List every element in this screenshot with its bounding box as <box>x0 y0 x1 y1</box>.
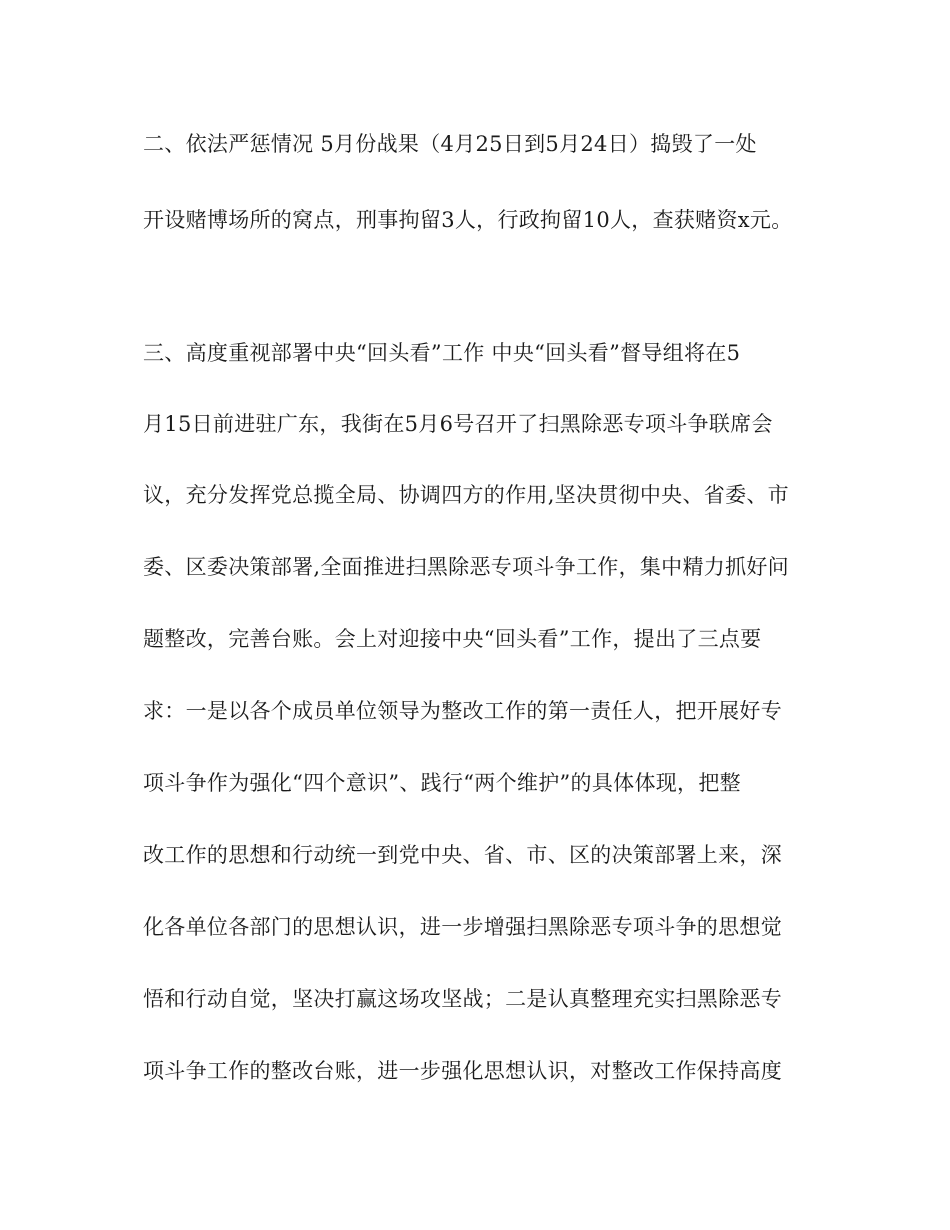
section3-line-5: 题整改，完善台账。会上对迎接中央“回头看”工作，提出了三点要 <box>143 627 762 651</box>
section3-line-9: 化各单位各部门的思想认识，进一步增强扫黑除恶专项斗争的思想觉 <box>143 915 782 939</box>
section3-line-10: 悟和行动自觉，坚决打赢这场攻坚战；二是认真整理充实扫黑除恶专 <box>143 987 782 1011</box>
section3-line-1: 三、高度重视部署中央“回头看”工作 中央“回头看”督导组将在5 <box>143 341 741 365</box>
section3-line-6: 求：一是以各个成员单位领导为整改工作的第一责任人，把开展好专 <box>143 699 782 723</box>
section3-line-3: 议，充分发挥党总揽全局、协调四方的作用,坚决贯彻中央、省委、市 <box>143 483 789 507</box>
section3-line-4: 委、区委决策部署,全面推进扫黑除恶专项斗争工作，集中精力抓好问 <box>143 555 789 579</box>
section2-line-1: 二、依法严惩情况 5月份战果（4月25日到5月24日）捣毁了一处 <box>143 132 757 156</box>
section3-line-2: 月15日前进驻广东，我街在5月6号召开了扫黑除恶专项斗争联席会 <box>143 412 773 436</box>
section3-line-7: 项斗争作为强化“四个意识”、践行“两个维护”的具体体现，把整 <box>143 771 741 795</box>
section3-line-11: 项斗争工作的整改台账，进一步强化思想认识，对整改工作保持高度 <box>143 1059 782 1083</box>
section3-line-8: 改工作的思想和行动统一到党中央、省、市、区的决策部署上来，深 <box>143 843 782 867</box>
section2-line-2: 开设赌博场所的窝点，刑事拘留3人，行政拘留10人，查获赌资x元。 <box>143 208 793 232</box>
